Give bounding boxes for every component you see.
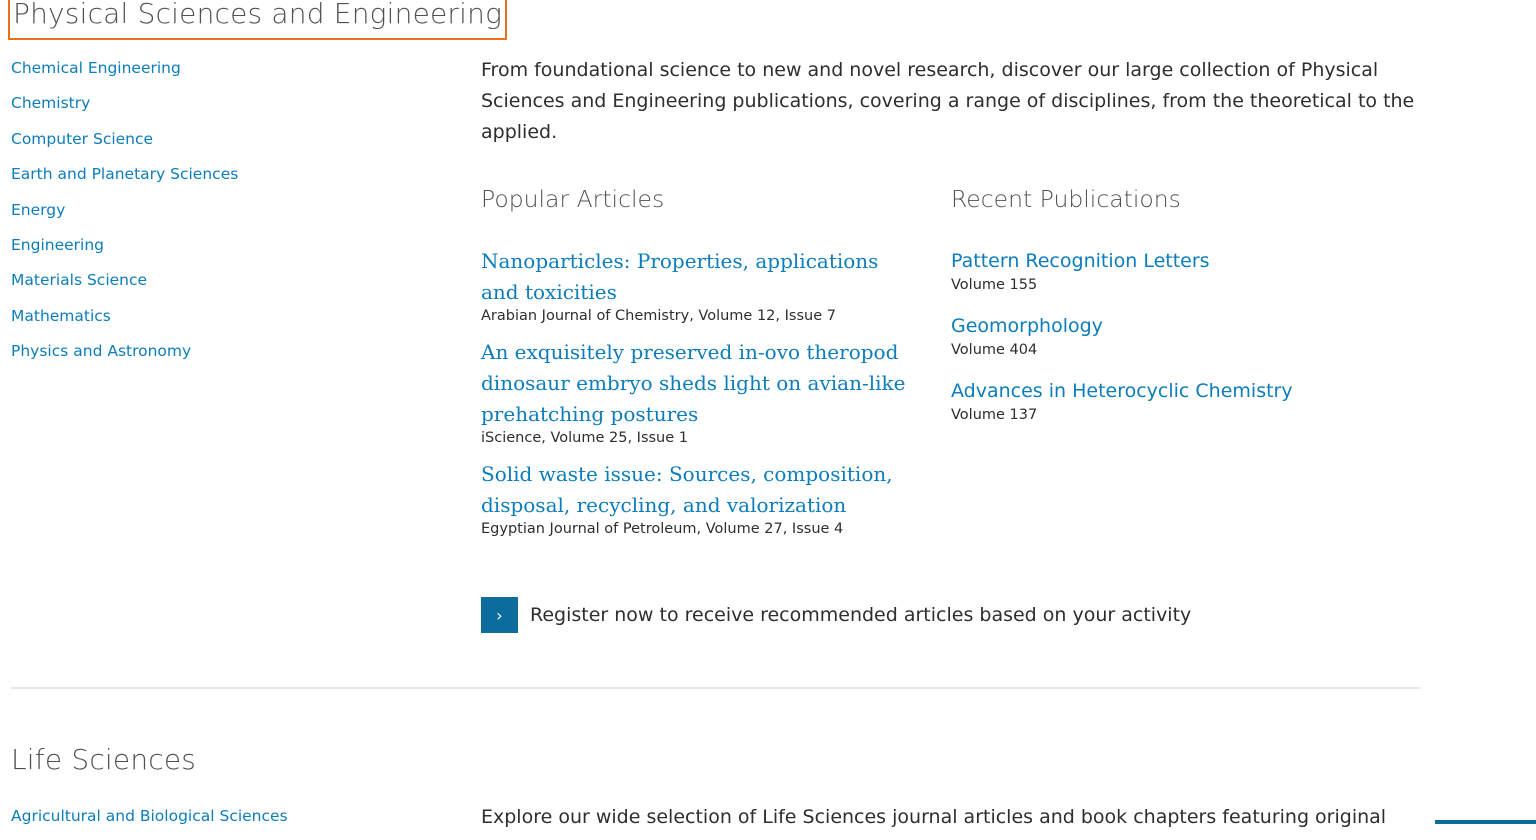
subject-link-earth-planetary-sciences[interactable]: Earth and Planetary Sciences: [11, 165, 239, 184]
article-source: Arabian Journal of Chemistry, Volume 12, Issue 7: [481, 308, 836, 324]
list-item: [11, 340, 238, 375]
article-link[interactable]: Nanoparticles: Properties, applications and toxicities: [481, 249, 879, 304]
section-title-physical-sciences: Physical Sciences and Engineering: [8, 0, 507, 40]
subject-link-agricultural-biological-sciences[interactable]: Agricultural and Biological Sciences: [11, 807, 288, 825]
list-item: [11, 805, 288, 840]
section-intro: From foundational science to new and novel research, discover our large collection of Physical Sciences and Engineering publications, covering a range of disciplines, from the theoretical to the applied.: [481, 59, 1415, 143]
subject-link-energy[interactable]: Energy: [11, 200, 66, 219]
list-item: [11, 269, 238, 304]
edge-tab[interactable]: [1435, 820, 1536, 824]
subject-link-engineering[interactable]: Engineering: [11, 235, 104, 254]
article-link[interactable]: Solid waste issue: Sources, composition, disposal, recycling, and valorization: [481, 462, 893, 517]
section-title-life-sciences: Life Sciences: [11, 743, 197, 776]
list-item: [951, 376, 1371, 424]
section-intro: Explore our wide selection of Life Sciences journal articles and book chapters featuring original: [481, 806, 1387, 828]
chevron-right-icon[interactable]: ›: [481, 597, 518, 633]
article-source: Egyptian Journal of Petroleum, Volume 27, Issue 4: [481, 521, 844, 537]
subject-list: [11, 57, 238, 376]
list-item: [11, 92, 238, 127]
publication-volume: Volume 155: [951, 277, 1038, 293]
register-button[interactable]: [481, 597, 1191, 633]
subject-link-computer-science[interactable]: Computer Science: [11, 129, 154, 148]
publication-link[interactable]: Geomorphology: [951, 315, 1103, 337]
publication-link[interactable]: Advances in Heterocyclic Chemistry: [951, 380, 1293, 402]
list-item: [11, 128, 238, 163]
list-item: [11, 57, 238, 92]
register-label[interactable]: Register now to receive recommended articles based on your activity: [530, 604, 1192, 626]
list-item: [11, 305, 238, 340]
list-item: [951, 246, 1371, 294]
list-item: [11, 163, 238, 198]
popular-articles-heading: Popular Articles: [481, 185, 665, 213]
section-divider: [11, 687, 1420, 689]
subject-link-mathematics[interactable]: Mathematics: [11, 306, 111, 325]
popular-articles-list: [481, 246, 911, 550]
subject-link-chemical-engineering[interactable]: Chemical Engineering: [11, 59, 181, 77]
recent-publications-list: [951, 246, 1371, 441]
list-item: [11, 199, 238, 234]
subject-list: [11, 805, 288, 840]
publication-volume: Volume 404: [951, 342, 1038, 358]
list-item: [481, 246, 911, 325]
publication-volume: Volume 137: [951, 407, 1038, 423]
list-item: [481, 337, 911, 447]
list-item: [951, 311, 1371, 359]
subject-link-physics-astronomy[interactable]: Physics and Astronomy: [11, 342, 192, 361]
recent-publications-heading: Recent Publications: [951, 185, 1181, 213]
article-source: iScience, Volume 25, Issue 1: [481, 430, 688, 446]
publication-link[interactable]: Pattern Recognition Letters: [951, 250, 1210, 272]
subject-link-chemistry[interactable]: Chemistry: [11, 94, 91, 113]
subject-link-materials-science[interactable]: Materials Science: [11, 271, 148, 290]
list-item: [11, 234, 238, 269]
list-item: [481, 459, 911, 538]
article-link[interactable]: An exquisitely preserved in-ovo theropod dinosaur embryo sheds light on avian-like prehatching postures: [481, 340, 906, 426]
